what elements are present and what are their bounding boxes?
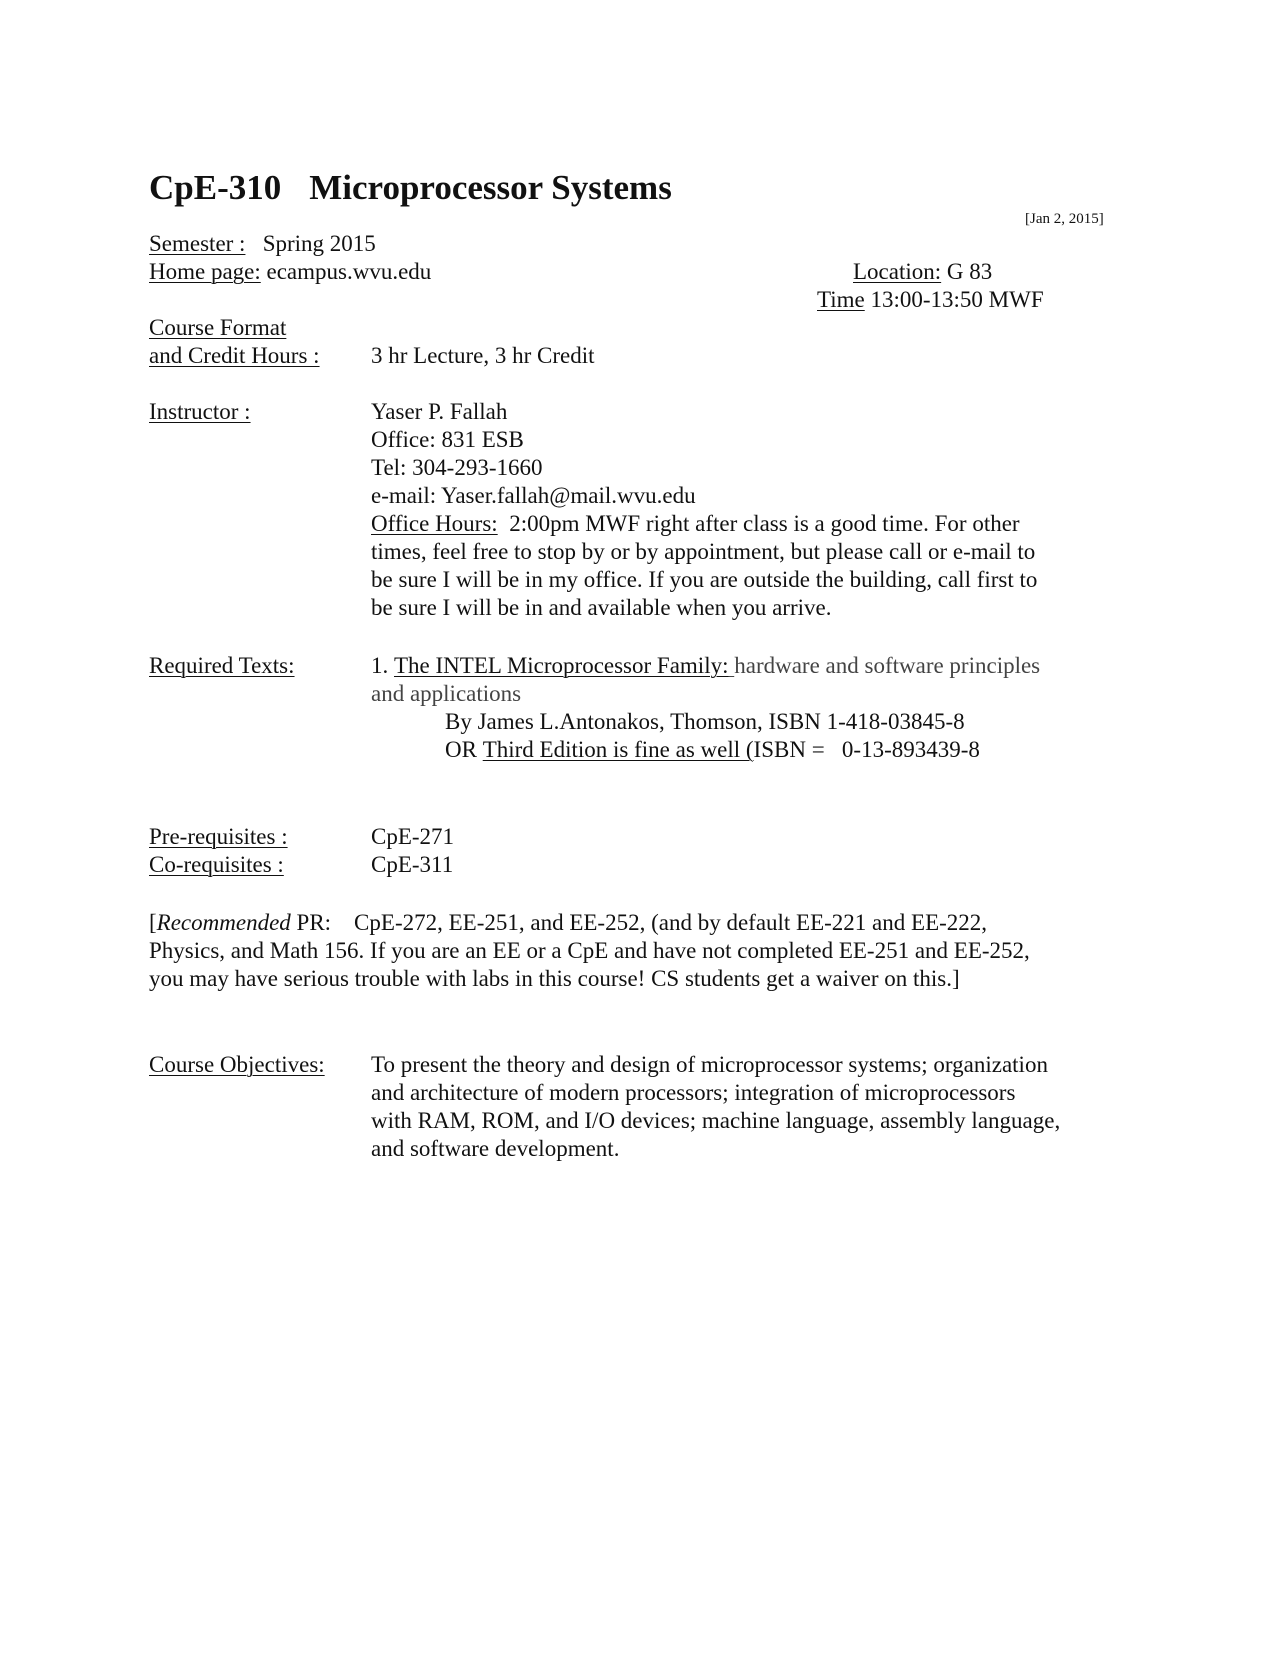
texts-label: Required Texts:: [149, 653, 295, 678]
objectives-label: Course Objectives:: [149, 1052, 325, 1077]
instructor-tel: Tel: 304-293-1660: [371, 455, 543, 480]
office-hours-line2: times, feel free to stop by or by appointment, but please call or e-mail to: [371, 539, 1036, 564]
objectives-line2: and architecture of modern processors; integration of microprocessors: [371, 1080, 1016, 1105]
objectives-line3: with RAM, ROM, and I/O devices; machine language, assembly language,: [371, 1108, 1061, 1133]
objectives-line1: To present the theory and design of microprocessor systems; organization: [371, 1052, 1048, 1077]
recommended-line3: you may have serious trouble with labs in this course! CS students get a waiver on this.]: [149, 966, 960, 991]
objectives-line4: and software development.: [371, 1136, 620, 1161]
coreq-label: Co-requisites :: [149, 852, 284, 877]
semester-value: Spring 2015: [262, 231, 376, 256]
book-subtitle-line2: and applications: [371, 681, 522, 706]
texts-number: 1.: [371, 653, 389, 678]
semester-row: [149, 230, 376, 258]
location-value: G 83: [946, 259, 993, 284]
alt-isbn: ISBN = 0-13-893439-8: [753, 737, 980, 762]
page-title: [149, 168, 672, 208]
location-row: [853, 258, 992, 286]
course-name: Microprocessor Systems: [309, 168, 672, 207]
time-label: Time: [817, 287, 865, 312]
book-title: The INTEL Microprocessor Family:: [394, 653, 729, 678]
instructor-office: Office: 831 ESB: [371, 427, 524, 452]
instructor-name: Yaser P. Fallah: [371, 399, 508, 424]
office-hours-line3: be sure I will be in my office. If you are outside the building, call first to: [371, 567, 1038, 592]
recommended-rest: PR: CpE-272, EE-251, and EE-252, (and by default EE-221 and EE-222,: [290, 910, 988, 935]
office-hours-label: Office Hours:: [371, 511, 498, 536]
format-label-line2: and Credit Hours :: [149, 343, 320, 368]
book-alternate: [445, 736, 980, 764]
prereq-value: CpE-271: [371, 824, 455, 849]
location-label: Location:: [853, 259, 942, 284]
instructor-email: e-mail: Yaser.fallah@mail.wvu.edu: [371, 483, 696, 508]
course-code: CpE-310: [149, 168, 282, 207]
alt-edition: Third Edition is fine as well (: [482, 737, 754, 762]
homepage-value: ecampus.wvu.edu: [266, 259, 432, 284]
recommended-line2: Physics, and Math 156. If you are an EE or a CpE and have not completed EE-251 and EE-252,: [149, 938, 1030, 963]
semester-label: Semester :: [149, 231, 246, 256]
homepage-row: [149, 258, 431, 286]
office-hours-text: 2:00pm MWF right after class is a good time. For other: [509, 511, 1020, 536]
instructor-label: Instructor :: [149, 399, 251, 424]
format-label-line1: Course Format: [149, 315, 287, 340]
office-hours-line4: be sure I will be in and available when you arrive.: [371, 595, 832, 620]
book-subtitle: hardware and software principles: [734, 653, 1041, 678]
document-date: [Jan 2, 2015]: [1025, 211, 1104, 227]
bracket-open: [: [149, 910, 157, 935]
recommended-line1: [149, 909, 987, 938]
time-row: [817, 286, 1044, 314]
office-hours-line1: [371, 510, 1020, 538]
alt-prefix: OR: [445, 737, 477, 762]
prereq-label: Pre-requisites :: [149, 824, 288, 849]
homepage-label: Home page:: [149, 259, 261, 284]
format-value: 3 hr Lecture, 3 hr Credit: [371, 343, 595, 368]
time-value: 13:00-13:50 MWF: [870, 287, 1044, 312]
book-author: By James L.Antonakos, Thomson, ISBN 1-418-03845-8: [445, 709, 965, 734]
texts-line1: [371, 652, 1040, 680]
coreq-value: CpE-311: [371, 852, 454, 877]
recommended-italic: Recommended: [156, 910, 291, 935]
